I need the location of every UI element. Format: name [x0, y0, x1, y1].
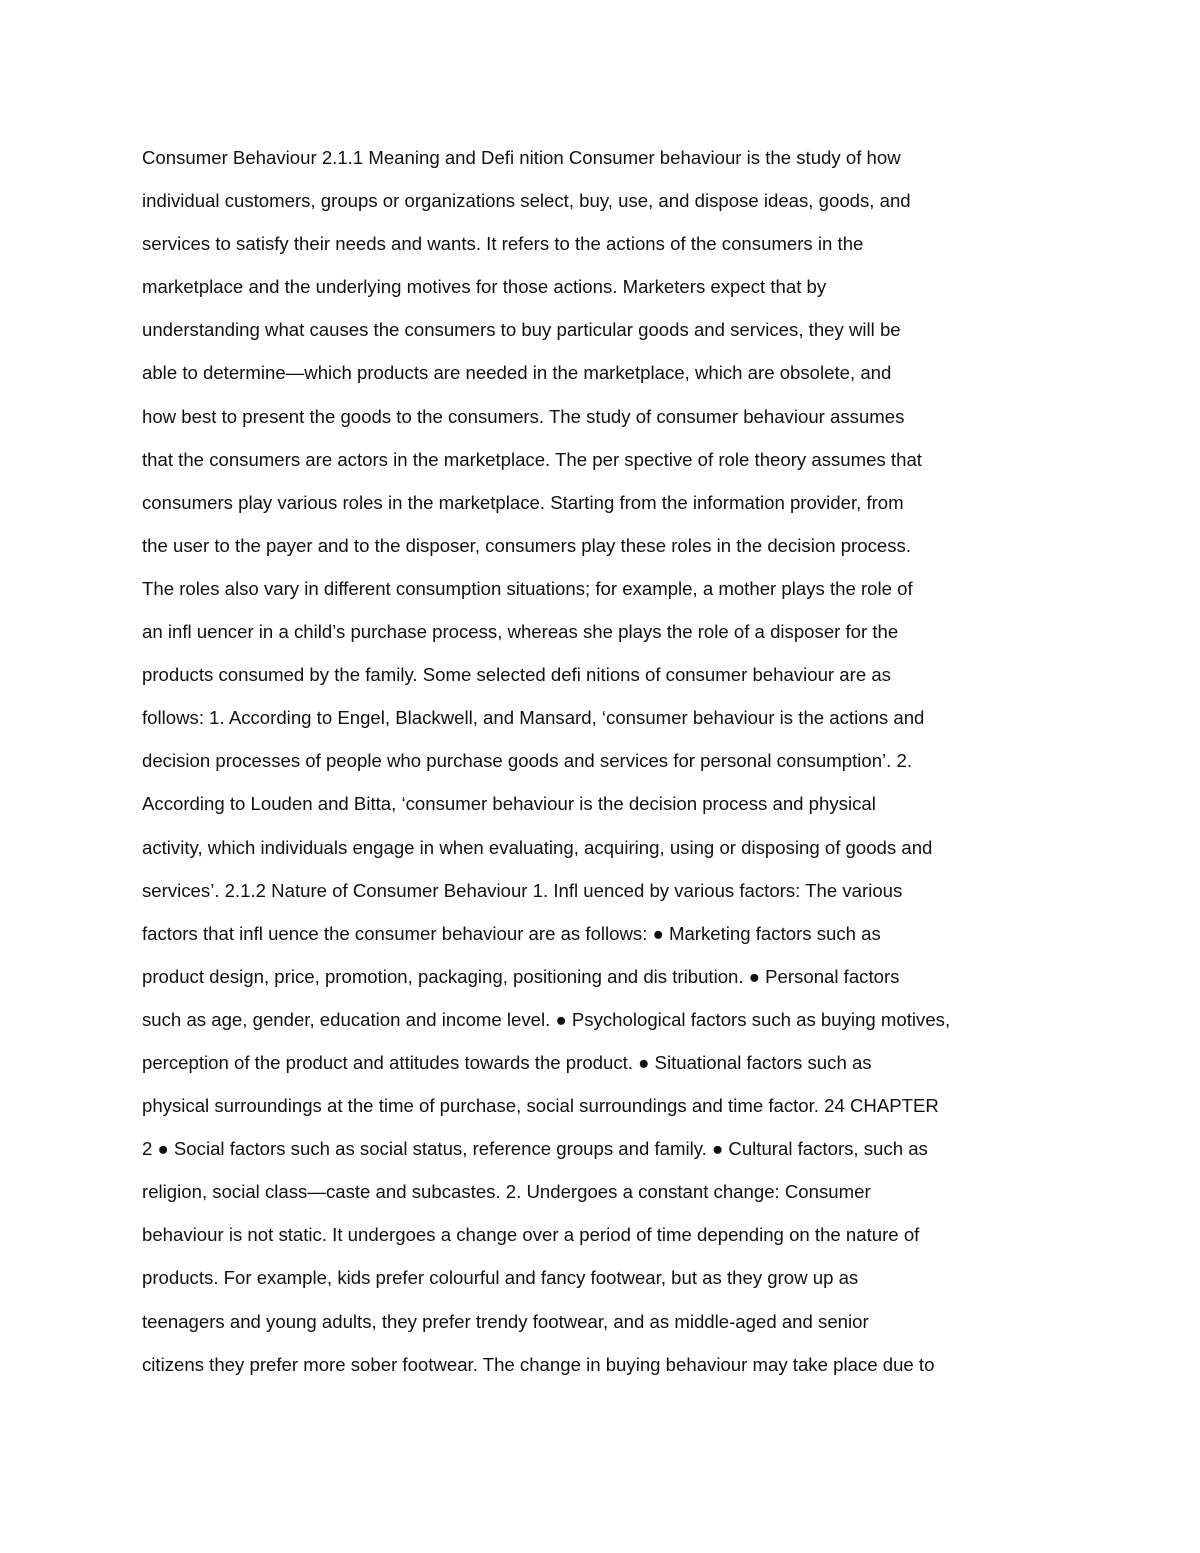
text-line: behaviour is not static. It undergoes a change over a period of time depending on the nature of: [142, 1224, 920, 1246]
text-line: Consumer Behaviour 2.1.1 Meaning and Defi nition Consumer behaviour is the study of how: [142, 147, 901, 168]
text-line: products. For example, kids prefer colourful and fancy footwear, but as they grow up as: [142, 1267, 859, 1289]
text-line: citizens they prefer more sober footwear. The change in buying behaviour may take place due to: [142, 1353, 935, 1375]
body-text: [142, 140, 1072, 1390]
text-line: that the consumers are actors in the marketplace. The per spective of role theory assumes that: [142, 448, 922, 470]
text-line: product design, price, promotion, packaging, positioning and dis tribution. ● Personal factors: [142, 965, 900, 987]
text-line: physical surroundings at the time of purchase, social surroundings and time factor. 24 CHAPTER: [142, 1095, 939, 1117]
text-line: an infl uencer in a child’s purchase process, whereas she plays the role of a disposer for the: [142, 621, 899, 643]
text-line: the user to the payer and to the disposer, consumers play these roles in the decision process.: [142, 534, 911, 556]
text-line: follows: 1. According to Engel, Blackwell, and Mansard, ‘consumer behaviour is the actions and: [142, 707, 925, 729]
text-line: teenagers and young adults, they prefer trendy footwear, and as middle-aged and senior: [142, 1310, 869, 1332]
text-line: According to Louden and Bitta, ‘consumer behaviour is the decision process and physical: [142, 793, 876, 815]
text-line: activity, which individuals engage in when evaluating, acquiring, using or disposing of goods and: [142, 836, 933, 858]
text-line: services to satisfy their needs and wants. It refers to the actions of the consumers in the: [142, 233, 864, 255]
text-line: understanding what causes the consumers to buy particular goods and services, they will be: [142, 319, 901, 341]
text-line: factors that infl uence the consumer behaviour are as follows: ● Marketing factors such as: [142, 922, 881, 944]
text-line: decision processes of people who purchase goods and services for personal consumption’. 2.: [142, 750, 913, 772]
text-line: such as age, gender, education and income level. ● Psychological factors such as buying motives,: [142, 1008, 951, 1030]
text-line: The roles also vary in different consumption situations; for example, a mother plays the role of: [142, 577, 913, 599]
text-line: services’. 2.1.2 Nature of Consumer Behaviour 1. Infl uenced by various factors: The various: [142, 879, 903, 901]
text-line: marketplace and the underlying motives for those actions. Marketers expect that by: [142, 276, 827, 298]
text-line: able to determine—which products are needed in the marketplace, which are obsolete, and: [142, 362, 892, 384]
text-line: individual customers, groups or organizations select, buy, use, and dispose ideas, goods, and: [142, 190, 911, 212]
text-line: 2 ● Social factors such as social status, reference groups and family. ● Cultural factors, such as: [142, 1138, 928, 1160]
text-line: how best to present the goods to the consumers. The study of consumer behaviour assumes: [142, 405, 905, 427]
text-line: products consumed by the family. Some selected defi nitions of consumer behaviour are as: [142, 664, 891, 686]
text-line: perception of the product and attitudes towards the product. ● Situational factors such as: [142, 1051, 872, 1073]
text-line: consumers play various roles in the marketplace. Starting from the information provider, from: [142, 491, 904, 513]
text-line: religion, social class—caste and subcastes. 2. Undergoes a constant change: Consumer: [142, 1181, 871, 1203]
